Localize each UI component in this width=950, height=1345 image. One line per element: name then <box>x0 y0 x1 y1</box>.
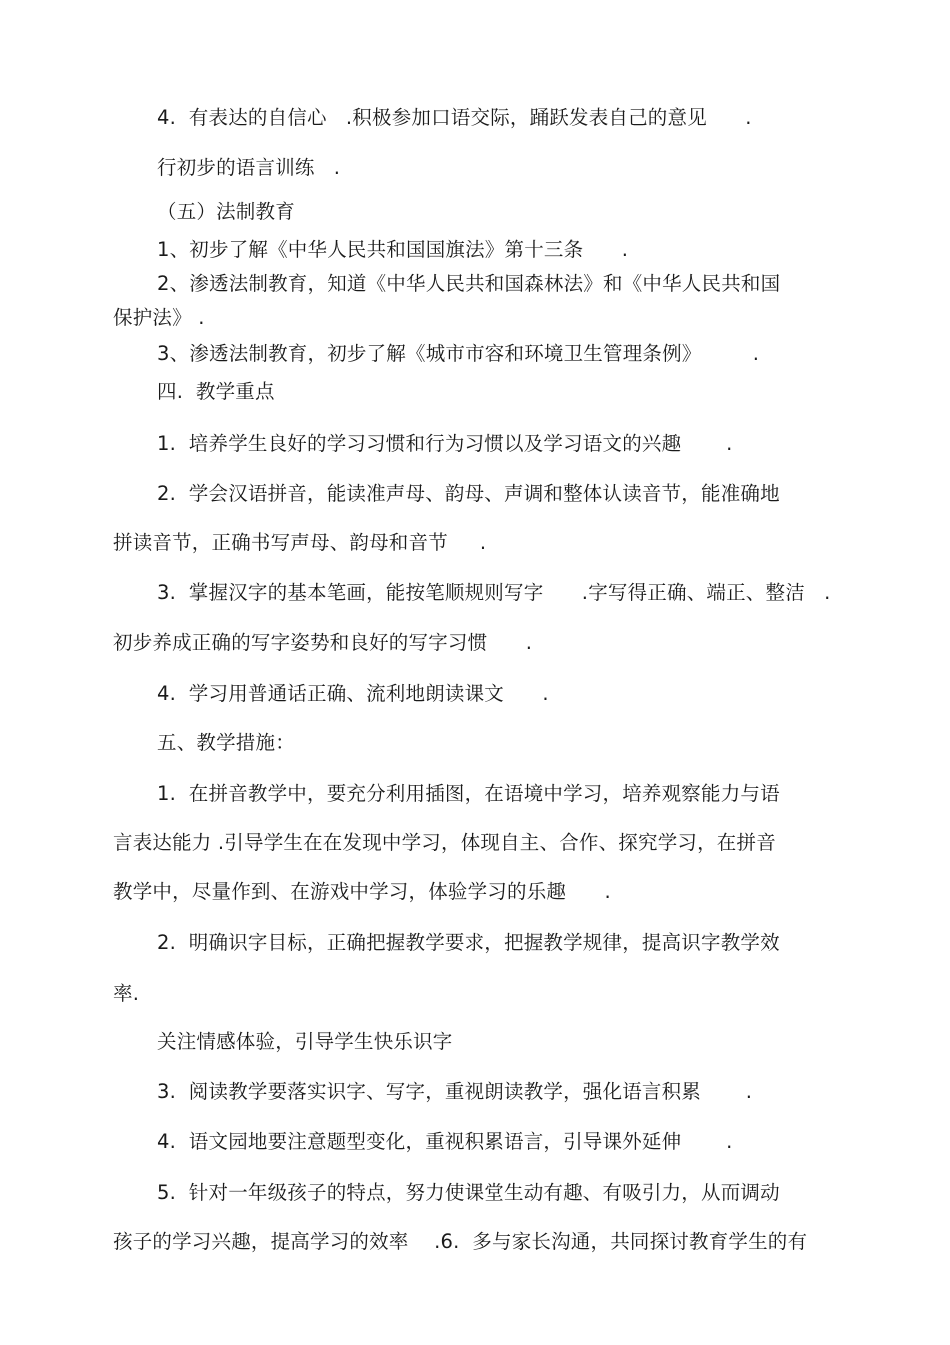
text-line: 教学中，尽量作到、在游戏中学习，体验学习的乐趣 . <box>113 880 611 903</box>
text-line: 率. <box>113 982 140 1005</box>
text-line: 2. 明确识字目标，正确把握教学要求，把握教学规律，提高识字教学效 <box>157 931 780 954</box>
text-line: 拼读音节，正确书写声母、韵母和音节 . <box>113 531 487 554</box>
section-heading: 五、教学措施： <box>157 731 295 754</box>
section-heading: （五）法制教育 <box>157 200 295 223</box>
text-line: 4. 学习用普通话正确、流利地朗读课文 . <box>157 682 549 705</box>
text-line: 4. 有表达的自信心 .积极参加口语交际，踊跃发表自己的意见 . <box>157 106 752 129</box>
section-heading: 四. 教学重点 <box>157 380 275 403</box>
text-line: 2、渗透法制教育，知道《中华人民共和国森林法》和《中华人民共和国 <box>157 272 781 295</box>
text-line: 1. 培养学生良好的学习习惯和行为习惯以及学习语文的兴趣 . <box>157 432 733 455</box>
text-line: 初步养成正确的写字姿势和良好的写字习惯 . <box>113 631 533 654</box>
text-line: 2. 学会汉语拼音，能读准声母、韵母、声调和整体认读音节，能准确地 <box>157 482 780 505</box>
text-line: 1、初步了解《中华人民共和国国旗法》第十三条 . <box>157 238 629 261</box>
text-line: 5. 针对一年级孩子的特点，努力使课堂生动有趣、有吸引力，从而调动 <box>157 1181 780 1204</box>
text-line: 4. 语文园地要注意题型变化，重视积累语言，引导课外延伸 . <box>157 1130 733 1153</box>
text-line: 孩子的学习兴趣，提高学习的效率 .6. 多与家长沟通，共同探讨教育学生的有 <box>113 1230 808 1253</box>
text-line: 3. 掌握汉字的基本笔画，能按笔顺规则写字 .字写得正确、端正、整洁 . <box>157 581 831 604</box>
text-line: 言表达能力 .引导学生在在发现中学习，体现自主、合作、探究学习，在拼音 <box>113 831 776 854</box>
text-line: 行初步的语言训练 . <box>157 156 341 179</box>
text-line: 1. 在拼音教学中，要充分利用插图，在语境中学习，培养观察能力与语 <box>157 782 780 805</box>
text-line: 保护法》 . <box>113 306 205 329</box>
text-line: 3、渗透法制教育，初步了解《城市市容和环境卫生管理条例》 . <box>157 342 760 365</box>
text-line: 3. 阅读教学要落实识字、写字，重视朗读教学，强化语言积累 . <box>157 1080 753 1103</box>
text-line: 关注情感体验，引导学生快乐识字 <box>157 1030 453 1053</box>
